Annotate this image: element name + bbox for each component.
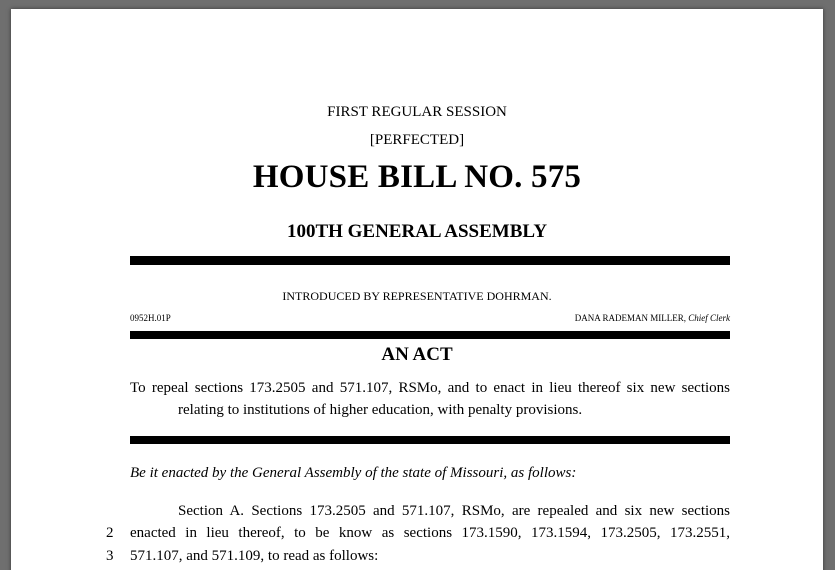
clerk-title: Chief Clerk — [688, 313, 730, 323]
perfected-status: [PERFECTED] — [369, 132, 465, 148]
section-text-line: enacted in lieu thereof, to be know as sections 173.1590, 173.1594, 173.2505, 173.2551, — [130, 525, 730, 541]
act-heading: AN ACT — [381, 344, 453, 365]
bill-title: HOUSE BILL NO. 575 — [252, 159, 582, 195]
enacting-clause: Be it enacted by the General Assembly of the state of Missouri, as follows: — [130, 465, 577, 481]
section-text-line: Section A. Sections 173.2505 and 571.107, RSMo, are repealed and six new sections — [178, 503, 730, 519]
introduced-by: INTRODUCED BY REPRESENTATIVE DOHRMAN. — [282, 289, 552, 303]
assembly-label: 100TH GENERAL ASSEMBLY — [286, 221, 548, 242]
horizontal-rule — [130, 436, 730, 444]
line-number: 3 — [106, 548, 114, 564]
clerk-name: DANA RADEMAN MILLER, — [574, 313, 686, 323]
bill-code: 0952H.01P — [130, 313, 171, 323]
document-page — [11, 9, 823, 570]
horizontal-rule — [130, 256, 730, 265]
horizontal-rule — [130, 331, 730, 339]
session-label: FIRST REGULAR SESSION — [327, 104, 507, 120]
line-number: 2 — [106, 525, 114, 541]
section-text-line: 571.107, and 571.109, to read as follows: — [130, 548, 379, 564]
act-title-line: To repeal sections 173.2505 and 571.107, RSMo, and to enact in lieu thereof six new sections — [130, 380, 730, 396]
chief-clerk — [430, 313, 730, 323]
act-title-line: relating to institutions of higher education, with penalty provisions. — [178, 402, 583, 418]
